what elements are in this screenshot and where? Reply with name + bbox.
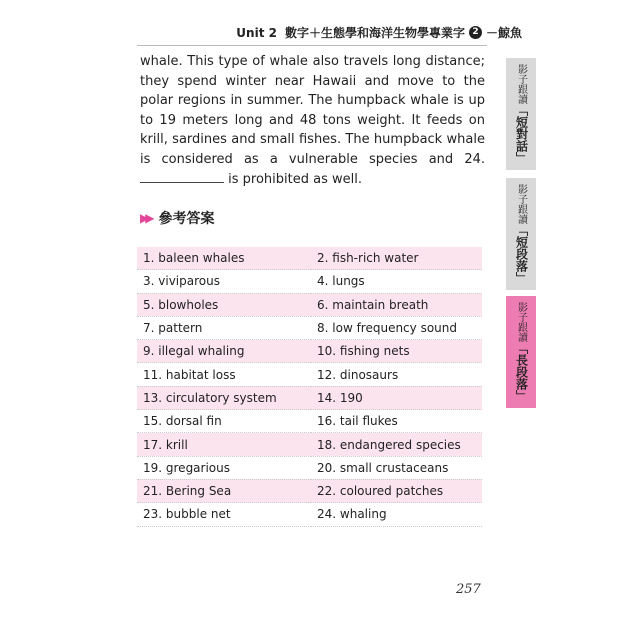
answer-cell: 11. habitat loss	[137, 363, 311, 386]
answer-cell: 12. dinosaurs	[311, 363, 482, 386]
answer-row	[137, 433, 482, 456]
answer-table	[137, 247, 482, 527]
passage-paragraph	[140, 52, 485, 189]
answer-cell: 22. coloured patches	[311, 479, 482, 502]
answer-cell: 24. whaling	[311, 503, 482, 526]
answer-section-heading	[140, 208, 214, 228]
side-tab-short-paragraph[interactable]	[506, 178, 536, 290]
answer-row	[137, 386, 482, 409]
answer-cell: 6. maintain breath	[311, 293, 482, 316]
answer-cell: 17. krill	[137, 433, 311, 456]
answer-section-title: 參考答案	[158, 211, 215, 227]
running-header	[236, 24, 522, 41]
side-tab-prefix: 影子跟讀	[515, 64, 527, 104]
side-tab-label: 「短段落」	[514, 224, 529, 284]
circle-number-badge: 2	[469, 26, 482, 39]
answer-row	[137, 363, 482, 386]
answer-cell: 18. endangered species	[311, 433, 482, 456]
side-tab-prefix: 影子跟讀	[515, 302, 527, 342]
answer-row	[137, 247, 482, 270]
answer-cell: 7. pattern	[137, 316, 311, 339]
header-divider	[137, 45, 487, 46]
answer-cell: 5. blowholes	[137, 293, 311, 316]
passage-text: whale. This type of whale also travels long distance; they spend winter near Hawaii and move to the polar regions in summer. The humpback whale is up to 19 meters long and 48 tons weight. It feeds on krill, sardines and small fishes. The humpback whale is considered as a vulnerable species and 24.	[140, 54, 485, 167]
answer-row	[137, 410, 482, 433]
unit-label: Unit 2	[236, 25, 277, 40]
answer-row	[137, 479, 482, 502]
answer-cell: 21. Bering Sea	[137, 479, 311, 502]
answer-cell: 1. baleen whales	[137, 247, 311, 270]
answer-row	[137, 293, 482, 316]
answer-cell: 20. small crustaceans	[311, 456, 482, 479]
side-tab-label: 「長段落」	[514, 342, 529, 402]
side-tab-long-paragraph[interactable]	[506, 296, 536, 408]
answer-cell: 8. low frequency sound	[311, 316, 482, 339]
answer-cell: 4. lungs	[311, 270, 482, 293]
answer-cell: 13. circulatory system	[137, 386, 311, 409]
double-arrow-icon: ▶▶	[140, 211, 151, 225]
side-tab-prefix: 影子跟讀	[515, 184, 527, 224]
page-number: 257	[456, 582, 481, 597]
answer-row	[137, 503, 482, 526]
answer-cell: 2. fish-rich water	[311, 247, 482, 270]
header-title-part1: 數字＋生態學和海洋生物學專業字	[284, 26, 465, 40]
answer-row	[137, 316, 482, 339]
passage-text-end: is prohibited as well.	[224, 171, 362, 187]
answer-cell: 9. illegal whaling	[137, 340, 311, 363]
header-title-part2: －鯨魚	[485, 26, 522, 40]
answer-cell: 19. gregarious	[137, 456, 311, 479]
answer-cell: 14. 190	[311, 386, 482, 409]
side-tab-label: 「短對話」	[514, 104, 529, 164]
answer-cell: 3. viviparous	[137, 270, 311, 293]
answer-cell: 15. dorsal fin	[137, 410, 311, 433]
side-tab-short-dialogue[interactable]	[506, 58, 536, 170]
answer-cell: 10. fishing nets	[311, 340, 482, 363]
answer-row	[137, 456, 482, 479]
answer-cell: 16. tail flukes	[311, 410, 482, 433]
answer-row	[137, 340, 482, 363]
answer-cell: 23. bubble net	[137, 503, 311, 526]
answer-row	[137, 270, 482, 293]
fill-in-blank-24	[140, 170, 224, 183]
